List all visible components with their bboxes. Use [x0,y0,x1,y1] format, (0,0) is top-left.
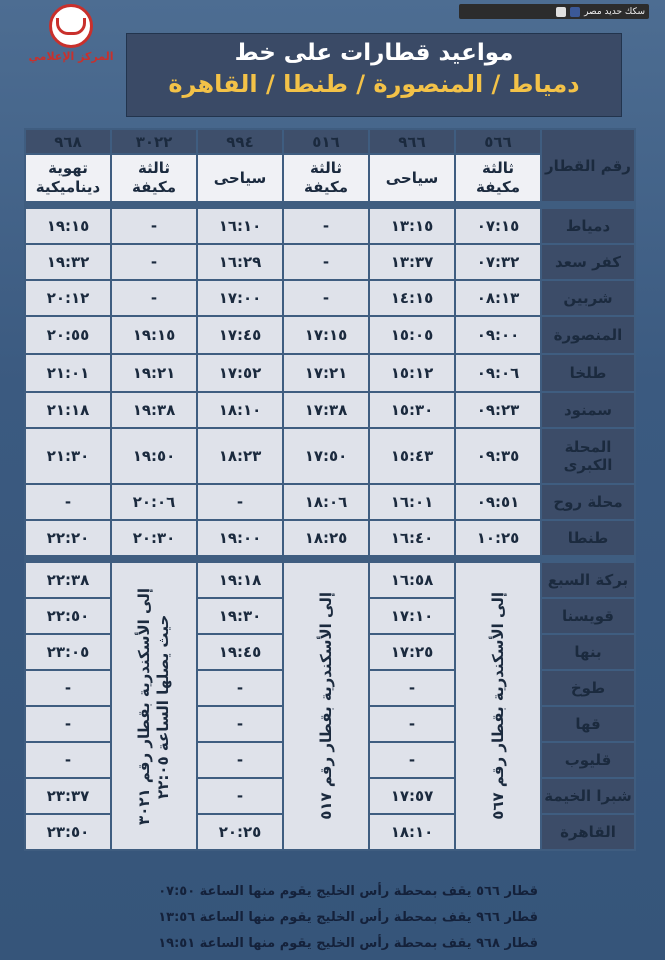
train-number: ٥٦٦ [455,129,541,154]
time-cell: ٠٩:٣٥ [455,428,541,484]
time-cell: ١٩:١٥ [25,208,111,244]
time-cell: ١٧:٢٥ [369,634,455,670]
time-cell: ٢٠:٢٥ [197,814,283,850]
train-type: ثالثة مكيفة [455,154,541,202]
social-bar [459,4,649,19]
time-cell: ١٥:٠٥ [369,316,455,354]
time-cell: ١٩:٣٠ [197,598,283,634]
time-cell: ١٨:٢٣ [197,428,283,484]
time-cell: - [369,742,455,778]
time-cell: ٠٧:١٥ [455,208,541,244]
station-name: بنها [541,634,635,670]
time-cell: ١٩:٣٢ [25,244,111,280]
train-type: سياحى [197,154,283,202]
time-cell: ١٥:٤٣ [369,428,455,484]
time-cell: ١٦:٠١ [369,484,455,520]
table-row [25,562,635,598]
train-number: ٣٠٢٢ [111,129,197,154]
table-row [25,354,635,392]
time-cell: - [197,706,283,742]
time-cell: ١٦:٤٠ [369,520,455,556]
time-cell: ١٩:٣٨ [111,392,197,428]
station-name: قها [541,706,635,742]
time-cell: ١٧:٢١ [283,354,369,392]
time-cell: ٠٧:٣٢ [455,244,541,280]
time-cell: ١٤:١٥ [369,280,455,316]
logo [16,4,126,70]
footer-note-2: قطار ٩٦٦ يقف بمحطة رأس الخليج يقوم منها الساعة ١٣:٥٦ [158,910,538,925]
time-cell: ١٧:٥٢ [197,354,283,392]
time-cell: ١٧:١٠ [369,598,455,634]
time-cell: ١٩:٥٠ [111,428,197,484]
time-cell: ١٨:١٠ [197,392,283,428]
time-cell: - [369,706,455,742]
title-box [126,33,622,117]
train-type: ثالثة مكيفة [283,154,369,202]
time-cell: - [111,280,197,316]
youtube-icon[interactable] [556,7,566,17]
time-cell: - [197,670,283,706]
time-cell: - [283,280,369,316]
logo-label: المركز الإعلامي [28,50,114,63]
time-cell: ٢٢:٣٨ [25,562,111,598]
note-text: إلى الأسكندرية بقطار رقم ٥١٧ [316,592,335,820]
station-name: طلخا [541,354,635,392]
train-number: ٥١٦ [283,129,369,154]
time-cell: ١٧:٤٥ [197,316,283,354]
time-cell: ١٨:٠٦ [283,484,369,520]
station-name: بركة السبع [541,562,635,598]
train-number: ٩٩٤ [197,129,283,154]
time-cell: ٢١:١٨ [25,392,111,428]
footer-note-1: قطار ٥٦٦ يقف بمحطة رأس الخليج يقوم منها الساعة ٠٧:٥٠ [158,884,538,899]
time-cell: ٠٩:٥١ [455,484,541,520]
station-name: قويسنا [541,598,635,634]
train-type: ثالثة مكيفة [111,154,197,202]
time-cell: - [197,778,283,814]
time-cell: ٢٢:٥٠ [25,598,111,634]
station-name: طنطا [541,520,635,556]
station-name: المحلة الكبرى [541,428,635,484]
route-subtitle: دمياط / المنصورة / طنطا / القاهرة [168,70,580,98]
time-cell: ١٦:١٠ [197,208,283,244]
row-header-label: رقم القطار [541,129,635,202]
station-name: سمنود [541,392,635,428]
time-cell: - [111,208,197,244]
station-name: المنصورة [541,316,635,354]
train-type: سياحى [369,154,455,202]
note-text: إلى الأسكندرية بقطار رقم ٥٦٧ [488,592,507,820]
station-name: شربين [541,280,635,316]
time-cell: ١٦:٥٨ [369,562,455,598]
station-name: قليوب [541,742,635,778]
time-cell: ٢٢:٢٠ [25,520,111,556]
time-cell: ٢٠:١٢ [25,280,111,316]
time-cell: ١٧:٣٨ [283,392,369,428]
continuation-note [111,562,197,850]
table-row [25,280,635,316]
time-cell: ٠٩:٢٣ [455,392,541,428]
timetable [24,128,636,851]
time-cell: ١٨:١٠ [369,814,455,850]
logo-seal-icon [49,4,93,48]
time-cell: - [25,670,111,706]
station-name: محلة روح [541,484,635,520]
time-cell: ١٥:٣٠ [369,392,455,428]
continuation-note [455,562,541,850]
page-title: مواعيد قطارات على خط [234,40,514,66]
time-cell: - [369,670,455,706]
time-cell: ١٩:٠٠ [197,520,283,556]
table-row [25,484,635,520]
time-cell: ٢٠:٣٠ [111,520,197,556]
time-cell: ٢٣:٣٧ [25,778,111,814]
time-cell: ١٧:٥٧ [369,778,455,814]
time-cell: ١٧:٥٠ [283,428,369,484]
table-row [25,392,635,428]
time-cell: ١٧:٠٠ [197,280,283,316]
facebook-icon[interactable] [570,7,580,17]
time-cell: - [25,484,111,520]
time-cell: ١٩:٤٥ [197,634,283,670]
time-cell: ٠٩:٠٠ [455,316,541,354]
continuation-note [283,562,369,850]
train-number: ٩٦٦ [369,129,455,154]
time-cell: ١٩:١٨ [197,562,283,598]
time-cell: - [197,742,283,778]
time-cell: ٢١:٣٠ [25,428,111,484]
time-cell: - [283,244,369,280]
table-row [25,244,635,280]
time-cell: ٠٩:٠٦ [455,354,541,392]
footer-note-3: قطار ٩٦٨ يقف بمحطة رأس الخليج يقوم منها الساعة ١٩:٥١ [158,936,538,951]
station-name: القاهرة [541,814,635,850]
social-bar-text: سكك حديد مصر [584,6,645,17]
time-cell: ١٧:١٥ [283,316,369,354]
time-cell: ١٩:٢١ [111,354,197,392]
time-cell: ١٩:١٥ [111,316,197,354]
time-cell: - [111,244,197,280]
station-name: شبرا الخيمة [541,778,635,814]
table-row [25,428,635,484]
time-cell: ١٣:٣٧ [369,244,455,280]
note-text: إلى الأسكندرية بقطار رقم ٣٠٢١ حيث يصلها الساعة ٢٢:٠٥ [135,587,172,825]
time-cell: ٢٣:٠٥ [25,634,111,670]
station-name: طوخ [541,670,635,706]
time-cell: ١٦:٢٩ [197,244,283,280]
time-cell: ٢٣:٥٠ [25,814,111,850]
table-row [25,520,635,556]
train-number: ٩٦٨ [25,129,111,154]
station-name: دمياط [541,208,635,244]
time-cell: ١٨:٢٥ [283,520,369,556]
time-cell: ١٣:١٥ [369,208,455,244]
time-cell: - [25,742,111,778]
time-cell: - [197,484,283,520]
time-cell: ٢٠:٥٥ [25,316,111,354]
time-cell: ٠٨:١٣ [455,280,541,316]
time-cell: ١٠:٢٥ [455,520,541,556]
table-row [25,208,635,244]
time-cell: ٢٠:٠٦ [111,484,197,520]
time-cell: ١٥:١٢ [369,354,455,392]
time-cell: - [283,208,369,244]
time-cell: ٢١:٠١ [25,354,111,392]
table-row [25,316,635,354]
station-name: كفر سعد [541,244,635,280]
train-type: تهوية ديناميكية [25,154,111,202]
time-cell: - [25,706,111,742]
